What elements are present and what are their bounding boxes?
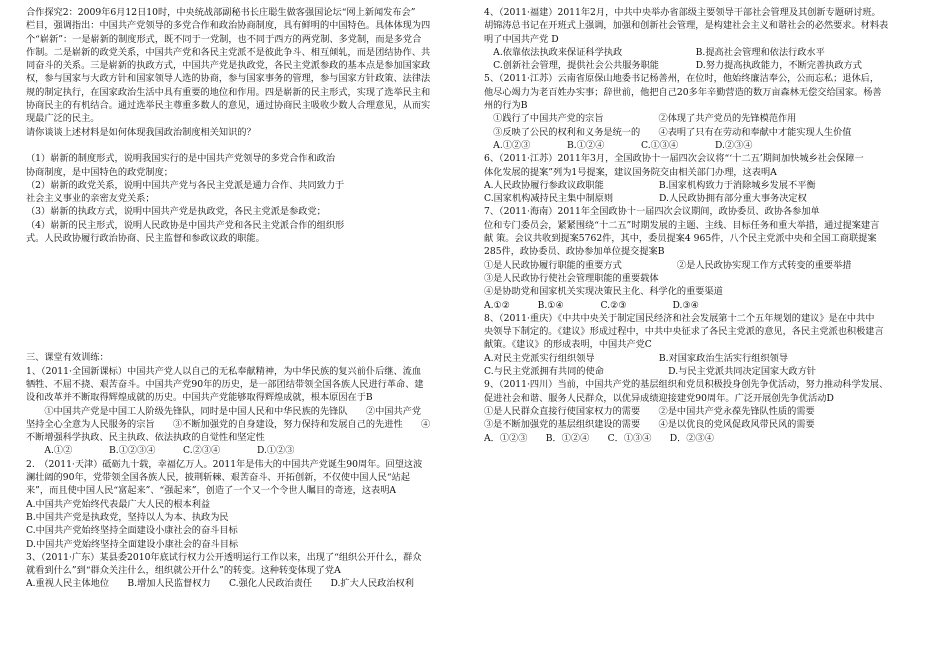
text-line: 权，参与国家与大政方针和国家领导人选的协商，参与国家事务的管理，参与国家方针政策、法律法	[26, 73, 431, 85]
text-line: （2）崭新的政党关系，说明中国共产党与各民主党派是通力合作、共同致力于	[26, 179, 345, 191]
text-line: A.人民政协履行参政议政职能 B.国家机构致力于消除城乡发展不平衡	[484, 179, 816, 191]
text-line: 8、（2011·重庆）《中共中央关于制定国民经济和社会发展第十二个五年规划的建议》是在中共中	[484, 312, 875, 324]
text-line: 5、（2011·江苏）云南省原保山地委书记杨善州，在位时，他始终廉洁奉公，公而忘私；退休后，	[484, 73, 880, 85]
text-line: 1、（2011·全国新课标）中国共产党人以自己的无私奉献精神，为中华民族的复兴前仆后继、流血	[26, 365, 422, 377]
text-line: 协商民主的有机结合。通过选举民主尊重多数人的意见，通过协商民主吸收少数人合理意见，从而实	[26, 100, 431, 112]
text-line: 个“崭新”：一是崭新的制度形式，既不同于一党制，也不同于西方的两党制、多党制，而是多党合	[26, 33, 422, 45]
text-line: （4）崭新的民主形式，说明人民政协是中国共产党和各民主党派合作的组织形	[26, 219, 345, 231]
text-line: 式。人民政协履行政治协商、民主监督和参政议政的职能。	[26, 233, 265, 245]
section-title: 三、课堂有效训练：	[26, 352, 109, 364]
text-line: B.中国共产党是执政党，坚持以人为本、执政为民	[26, 511, 229, 523]
text-line: 设和改革并不断取得辉煌成就的历史。中国共产党能够取得辉煌成就，根本原因在于B	[26, 392, 373, 404]
text-line: 规的制定执行，在国家政治生活中具有重要的地位和作用。四是崭新的民主形式，实现了选举民主和	[26, 86, 431, 98]
text-line: （3）崭新的执政方式，说明中国共产党是执政党，各民主党派是参政党；	[26, 206, 326, 218]
text-line: 州的行为B	[484, 100, 528, 112]
text-line: 就看到什么”到“群众关注什么，组织就公开什么”的转变。这种转变体现了党A	[26, 565, 341, 577]
text-line: ①是人民群众直接行使国家权力的需要 ②是中国共产党永葆先锋队性质的需要	[484, 405, 815, 417]
text-line: D.中国共产党始终坚持全面建设小康社会的奋斗目标	[26, 538, 239, 550]
right-column	[484, 6, 924, 445]
text-line: ③是不断加强党的基层组织建设的需要 ④是以优良的党风促政风带民风的需要	[484, 419, 815, 431]
text-line: 285件，政协委员、政协参加单位提交提案B	[484, 246, 665, 258]
text-line: 央领导下制定的。《建议》形成过程中，中共中央征求了各民主党派的意见，各民主党派也积极建言	[484, 326, 884, 338]
text-line: 社会主义事业的亲密友党关系；	[26, 193, 155, 205]
text-line: ③是人民政协行使社会管理职能的重要载体	[484, 272, 659, 284]
text-line: 作制。二是崭新的政党关系，中国共产党和各民主党派不是彼此争斗、相互倾轧，而是团结协作、共	[26, 46, 431, 58]
text-line: 来”，而且使中国人民“富起来”、“强起来”，创造了一个又一个令世人瞩目的奇迹，这表明A	[26, 485, 397, 497]
text-line: 6、（2011·江苏）2011年3月，全国政协十一届四次会议将“‘十二五’期间加快城乡社会保障一	[484, 153, 864, 165]
text-line: A.重视人民主体地位 B.增加人民监督权力 C.强化人民政治责任 D.扩大人民政治权利	[26, 578, 414, 590]
text-line: （1）崭新的制度形式，说明我国实行的是中国共产党领导的多党合作和政治	[26, 153, 336, 165]
text-line: 献策。《建议》的形成表明，中国共产党C	[484, 339, 652, 351]
text-line: A．①②③ B．①②④ C．①③④ D．②③④	[484, 432, 714, 444]
text-line: A.对民主党派实行组织领导 B.对国家政治生活实行组织领导	[484, 352, 789, 364]
text-line: 体化发展的提案”列为1号提案，建议国务院交由相关部门办理，这表明A	[484, 166, 777, 178]
text-line: A.依靠依法执政来保证科学执政 B.提高社会管理和依法行政水平	[484, 46, 825, 58]
left-column	[26, 6, 462, 591]
text-line: ①践行了中国共产党的宗旨 ②体现了共产党员的先锋模范作用	[484, 113, 797, 125]
text-line: 坚持全心全意为人民服务的宗旨 ③不断加强党的自身建设，努力保持和发展自己的先进性 ④	[26, 418, 431, 430]
text-line: 胡锦涛总书记在开班式上强调，加强和创新社会管理，是构建社会主义和谐社会的必然要求。材料表	[484, 20, 889, 32]
text-line: C.国家机构减持民主集中制原则 D.人民政协拥有部分重大事务决定权	[484, 193, 807, 205]
text-line: A.①② B.①②③④ C.②③④ D.①②③	[26, 445, 295, 457]
text-line: C.与民主党派拥有共同的使命 D.与民主党派共同决定国家大政方针	[484, 366, 816, 378]
question-2	[26, 458, 462, 551]
text-line: 合作探究2：2009年6月12日10时，中央统战部副秘书长庄聪生做客强国论坛“网上新闻发布会”	[26, 7, 416, 18]
text-line: 促进社会和谐、服务人民群众，以优异成绩迎接建党90周年。广泛开展创先争优活动D	[484, 392, 834, 404]
text-line: 牺牲、不屈不挠、艰苦奋斗。中国共产党90年的历史，是一部团结带领全国各族人民进行革命、建	[26, 378, 424, 390]
question-4	[484, 6, 924, 72]
discussion-question: 请你谈谈上述材料是如何体现我国政治制度相关知识的？	[26, 126, 256, 138]
question-5	[484, 72, 924, 152]
question-9	[484, 378, 924, 444]
text-line: 2. （2011·天津）砥砺九十载，幸福亿万人。2011年是伟大的中国共产党诞生90周年。回望这波	[26, 458, 423, 470]
question-8	[484, 312, 924, 378]
text-line: A.中国共产党始终代表最广大人民的根本利益	[26, 498, 211, 510]
text-line: A.①②③ B.①②④ C.①③④ D.②③④	[484, 139, 753, 151]
answer-block	[26, 152, 462, 245]
question-3	[26, 551, 462, 591]
text-line: 栏目，强调指出：中国共产党领导的多党合作和政治协商制度，具有鲜明的中国特色。具体体现为四	[26, 20, 431, 32]
text-line: 3、（2011·广东）某县委2010年底试行权力公开透明运行工作以来，出现了“组织公开什么，群众	[26, 551, 422, 563]
case-paragraph	[26, 6, 462, 126]
text-line: 4、（2011·福建）2011年2月，中共中央举办省部级主要领导干部社会管理及其创新专题研讨班。	[484, 7, 881, 18]
text-line: C.中国共产党始终坚持全面建设小康社会的奋斗目标	[26, 525, 238, 537]
text-line: 位和专门委员会，紧紧围绕“十二五”时期发展的主题、主线、目标任务和重大举措，通过提案建言	[484, 219, 880, 231]
text-line: A.①② B.①④ C.②③ D.③④	[484, 299, 699, 311]
text-line: 献 策。会议共收到提案5762件，其中，委员提案4 965件，八个民主党派中央和全国工商联提案	[484, 233, 877, 245]
text-line: 7、（2011·海南）2011年全国政协十一届四次会议期间，政协委员、政协各参加单	[484, 206, 820, 218]
text-line: 现最广泛的民主。	[26, 113, 100, 125]
text-line: 同奋斗的关系。三是崭新的执政方式，中国共产党是执政党，各民主党派参政的基本点是参加国家政	[26, 60, 431, 72]
text-line: 不断增强科学执政、民主执政、依法执政的自觉性和坚定性	[26, 432, 265, 444]
question-7	[484, 205, 924, 311]
text-line: ③反映了公民的权利和义务是统一的 ④表明了只有在劳动和奉献中才能实现人生价值	[484, 126, 852, 138]
text-line: 9、（2011·四川）当前，中国共产党的基层组织和党员积极投身创先争优活动，努力推动科学发展、	[484, 379, 889, 391]
question-1	[26, 365, 462, 458]
question-6	[484, 152, 924, 205]
text-line: 他尽心竭力为老百姓办实事；辞世前，他把自己20多年辛勤营造的数万亩森林无偿交给国家。杨善	[484, 86, 882, 98]
text-line: 明了中国共产党 D	[484, 33, 559, 45]
text-line: C.创新社会管理，提供社会公共服务职能 D.努力提高执政能力，不断完善执政方式	[484, 60, 862, 72]
text-line: ①中国共产党是中国工人阶级先锋队，同时是中国人民和中华民族的先锋队 ②中国共产党	[26, 405, 422, 417]
text-line: 协商制度，是中国特色的政党制度；	[26, 166, 173, 178]
text-line: ①是人民政协履行职能的重要方式 ②是人民政协实现工作方式转变的重要举措	[484, 259, 852, 271]
text-line: ④是协助党和国家机关实现决策民主化、科学化的重要渠道	[484, 286, 723, 298]
text-line: 澜壮阔的90年，党带领全国各族人民，披荆斩棘、艰苦奋斗、开拓创新，不仅使中国人民“站起	[26, 472, 410, 484]
